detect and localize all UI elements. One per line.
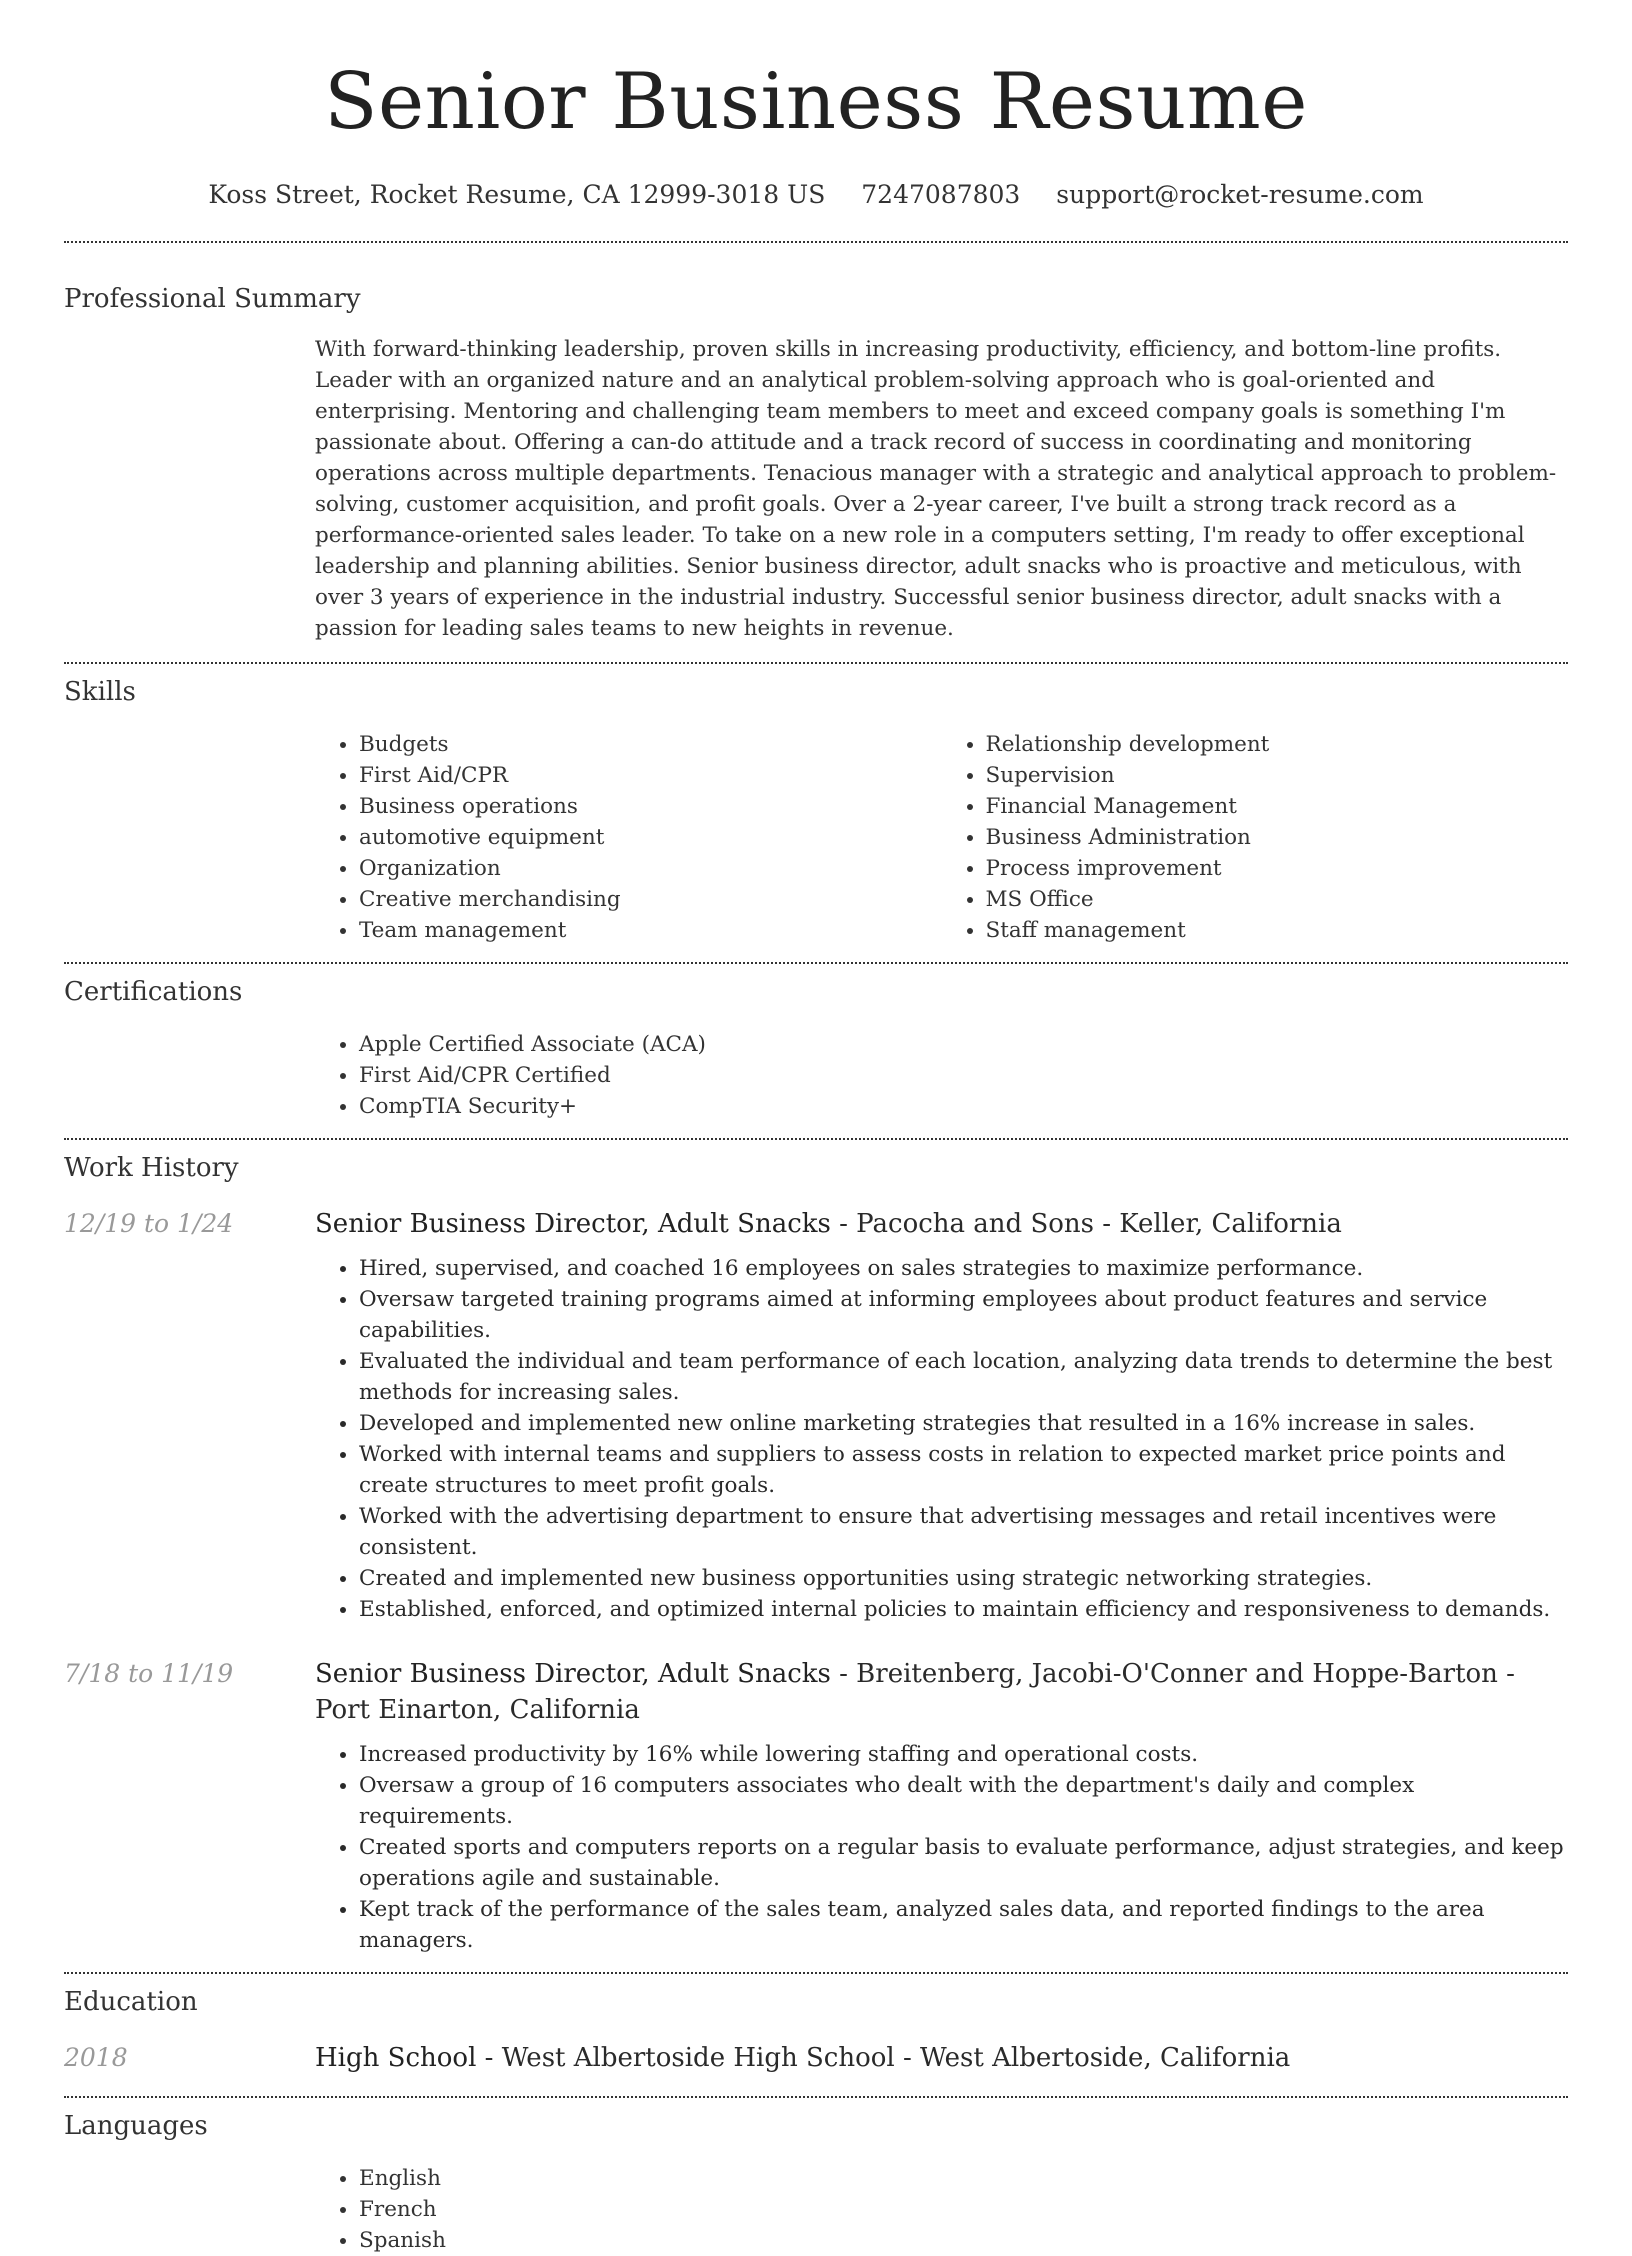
- skill-item: • First Aid/CPR: [359, 760, 942, 791]
- certification-item: • First Aid/CPR Certified: [359, 1060, 1568, 1091]
- job-bullet: • Increased productivity by 16% while lowering staffing and operational costs.: [359, 1739, 1568, 1770]
- skill-item: • Business Administration: [986, 822, 1569, 853]
- job-employer: - Breitenberg, Jacobi-O'Conner and Hoppe-Barton - Port Einarton, California: [315, 1659, 1515, 1725]
- job-bullet: • Evaluated the individual and team performance of each location, analyzing data trends to determine the best methods for increasing sales.: [359, 1346, 1568, 1408]
- job-bullet: • Established, enforced, and optimized internal policies to maintain efficiency and responsiveness to demands.: [359, 1594, 1568, 1625]
- education-date: 2018: [64, 2043, 128, 2072]
- job-role: Senior Business Director, Adult Snacks: [315, 1209, 831, 1239]
- summary-text: With forward-thinking leadership, proven skills in increasing productivity, efficiency, and bottom-line profits. Leader with an organized nature and an analytical problem-solving approach who is goal-oriented and enterprising. Mentoring and challenging team members to meet and exceed company goals is something I'm passionate about. Offering a can-do attitude and a track record of success in coordinating and monitoring operations across multiple departments. Tenacious manager with a strategic and analytical approach to problem-solving, customer acquisition, and profit goals. Over a 2-year career, I've built a strong track record as a performance-oriented sales leader. To take on a new role in a computers setting, I'm ready to offer exceptional leadership and planning abilities. Senior business director, adult snacks who is proactive and meticulous, with over 3 years of experience in the industrial industry. Successful senior business director, adult snacks with a passion for leading sales teams to new heights in revenue.: [315, 337, 1557, 641]
- section-title-education: Education: [64, 1987, 198, 2017]
- education-degree: High School: [315, 2043, 477, 2073]
- skills-list-right: [942, 729, 1569, 946]
- job-title: [315, 1206, 1568, 1242]
- job-bullet: • Oversaw a group of 16 computers associates who dealt with the department's daily and complex requirements.: [359, 1770, 1568, 1832]
- job-bullet: • Created and implemented new business opportunities using strategic networking strategies.: [359, 1563, 1568, 1594]
- job-body: [315, 1206, 1568, 1625]
- skill-item: • Supervision: [986, 760, 1569, 791]
- job-entry: [64, 1656, 1568, 1956]
- certifications-block: [315, 1029, 1568, 1122]
- job-bullet: • Hired, supervised, and coached 16 employees on sales strategies to maximize performance.: [359, 1253, 1568, 1284]
- job-role: Senior Business Director, Adult Snacks: [315, 1659, 831, 1689]
- certifications-list: [315, 1029, 1568, 1122]
- skill-item: • Creative merchandising: [359, 884, 942, 915]
- languages-list: [315, 2163, 1568, 2256]
- education-entry: [64, 2040, 1568, 2076]
- education-body: [315, 2040, 1568, 2076]
- job-entry: [64, 1206, 1568, 1625]
- languages-block: [315, 2163, 1568, 2256]
- summary-block: [315, 334, 1568, 644]
- job-body: [315, 1656, 1568, 1956]
- divider: [64, 2096, 1568, 2098]
- section-title-skills: Skills: [64, 677, 136, 707]
- job-bullet: • Created sports and computers reports on a regular basis to evaluate performance, adjust strategies, and keep operations agile and sustainable.: [359, 1832, 1568, 1894]
- job-bullet: • Worked with the advertising department to ensure that advertising messages and retail incentives were consistent.: [359, 1501, 1568, 1563]
- job-bullet: • Developed and implemented new online marketing strategies that resulted in a 16% increase in sales.: [359, 1408, 1568, 1439]
- divider: [64, 241, 1568, 243]
- certification-item: • CompTIA Security+: [359, 1091, 1568, 1122]
- contact-phone: 7247087803: [861, 180, 1021, 209]
- contact-email: support@rocket-resume.com: [1056, 180, 1424, 209]
- job-employer: - Pacocha and Sons - Keller, California: [830, 1209, 1342, 1239]
- contact-line: [64, 180, 1568, 210]
- language-item: • French: [359, 2194, 1568, 2225]
- skills-grid: [315, 729, 1568, 946]
- certification-item: • Apple Certified Associate (ACA): [359, 1029, 1568, 1060]
- education-school: - West Albertoside High School - West Albertoside, California: [476, 2043, 1291, 2073]
- divider: [64, 962, 1568, 964]
- language-item: • English: [359, 2163, 1568, 2194]
- skill-item: • Process improvement: [986, 853, 1569, 884]
- section-title-summary: Professional Summary: [64, 284, 361, 314]
- resume-name: Senior Business Resume: [324, 57, 1308, 147]
- contact-address: Koss Street, Rocket Resume, CA 12999-3018 US: [208, 180, 826, 209]
- divider: [64, 1138, 1568, 1140]
- job-date: 12/19 to 1/24: [64, 1209, 234, 1238]
- skill-item: • MS Office: [986, 884, 1569, 915]
- skill-item: • Team management: [359, 915, 942, 946]
- job-bullet: • Kept track of the performance of the sales team, analyzed sales data, and reported findings to the area managers.: [359, 1894, 1568, 1956]
- job-bullets: [315, 1739, 1568, 1956]
- job-bullet: • Oversaw targeted training programs aimed at informing employees about product features and service capabilities.: [359, 1284, 1568, 1346]
- skill-item: • Staff management: [986, 915, 1569, 946]
- job-bullet: • Worked with internal teams and suppliers to assess costs in relation to expected market price points and create structures to meet profit goals.: [359, 1439, 1568, 1501]
- job-title: [315, 1656, 1568, 1728]
- skill-item: • Business operations: [359, 791, 942, 822]
- skill-item: • Financial Management: [986, 791, 1569, 822]
- skill-item: • automotive equipment: [359, 822, 942, 853]
- skill-item: • Relationship development: [986, 729, 1569, 760]
- divider: [64, 1972, 1568, 1974]
- section-title-languages: Languages: [64, 2111, 208, 2141]
- resume-page: [64, 0, 1568, 2256]
- section-title-work-history: Work History: [64, 1153, 239, 1183]
- skills-block: [315, 729, 1568, 946]
- skill-item: • Budgets: [359, 729, 942, 760]
- skill-item: • Organization: [359, 853, 942, 884]
- divider: [64, 662, 1568, 664]
- education-title: [315, 2040, 1568, 2076]
- job-date: 7/18 to 11/19: [64, 1659, 234, 1688]
- section-title-certifications: Certifications: [64, 977, 243, 1007]
- language-item: • Spanish: [359, 2225, 1568, 2256]
- job-bullets: [315, 1253, 1568, 1625]
- skills-list-left: [315, 729, 942, 946]
